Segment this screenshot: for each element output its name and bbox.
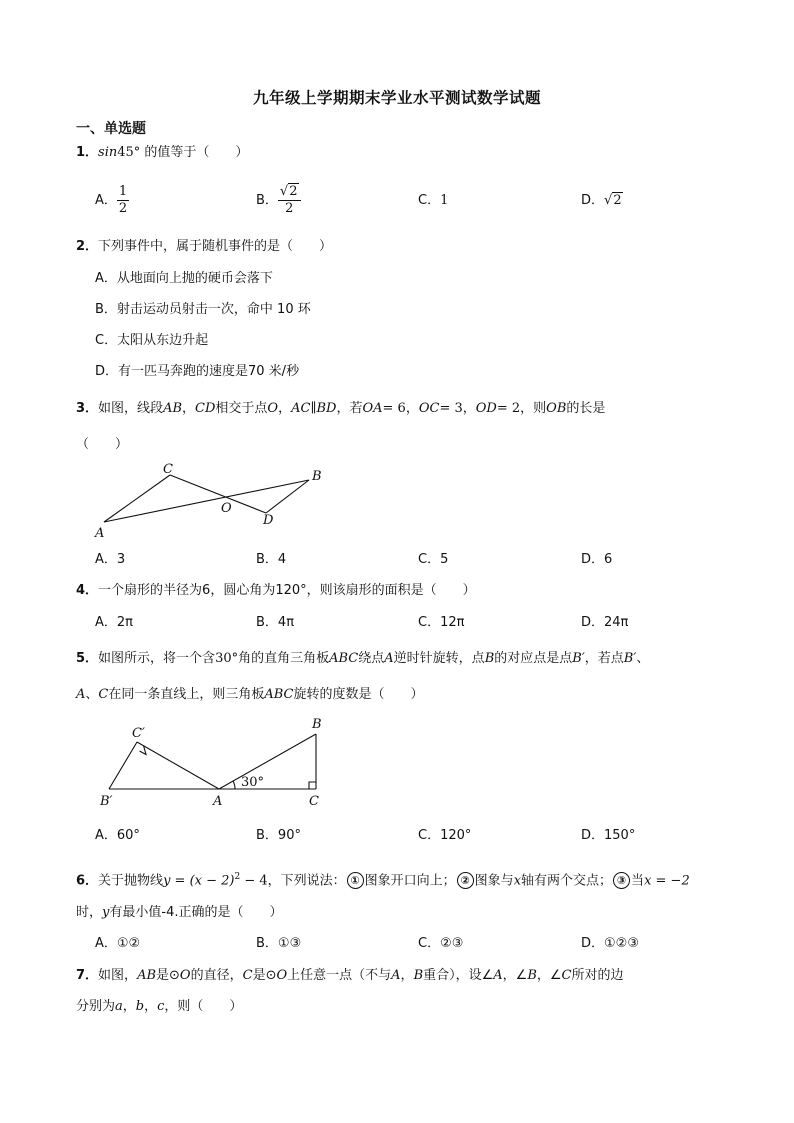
text: 分别为 [76,999,116,1014]
fraction [278,184,301,217]
math: O [179,968,191,983]
text: 重合），设∠ [423,968,494,983]
question-text: 一个扇形的半径为6，圆心角为120°，则该扇形的面积是（ ） [98,583,476,598]
question-number: 1． [76,145,99,160]
text: 绕点 [358,651,385,666]
text: 的长是 [566,401,606,416]
text: 旋转的度数是（ ） [293,687,424,702]
segment-bp-cp [109,742,137,789]
label-b: B [312,469,322,484]
q3-option-a: A．3 [95,552,126,567]
section-heading: 一、单选题 [76,121,146,137]
angle-value: 45° [117,145,141,160]
text: ，∠ [536,968,562,983]
label-a: A [95,526,105,538]
question-number: 3． [76,401,99,416]
math: AB [137,968,157,983]
text: 的对应点是点 [494,651,573,666]
text: 所对的边 [571,968,624,983]
math: AC [291,401,311,416]
label-b-prime: B′ [100,794,113,809]
math: ABC [264,687,294,702]
q5-option-d: D．150° [581,828,636,843]
option-label: A． [95,193,117,208]
math: B [413,968,424,983]
math: = 2 [496,401,521,416]
text: ， [122,999,136,1014]
q2-option-a: A．从地面向上抛的硬币会落下 [95,271,273,286]
text: 是⊙ [252,968,277,983]
q1-option-c [418,192,448,210]
question-number: 5． [76,651,99,666]
option-label: D． [581,193,605,208]
math: B′ [572,651,585,666]
text: ， [278,401,292,416]
math: BD [316,401,337,416]
question-7-line-2 [76,998,242,1016]
label-c: C [309,794,319,809]
text: ， [405,401,419,416]
q3-option-b: B．4 [256,552,287,567]
q6-option-a: A．①② [95,936,141,951]
text: 在同一条直线上，则三角板 [108,687,265,702]
label-d: D [263,513,274,528]
numerator: √2 [278,184,301,201]
q6-option-d: D．①②③ [581,936,639,951]
text: ，∠ [502,968,528,983]
math: − 4 [240,873,268,889]
option-label: C． [418,193,441,208]
radicand: 2 [289,184,298,199]
math: OD [475,401,497,416]
angle-label: 30° [241,775,265,790]
math: OC [418,401,440,416]
math: C [242,968,253,983]
text: ，下列说法： [267,873,346,889]
question-6 [76,868,690,890]
fraction [117,184,129,217]
q5-option-c: C．120° [418,828,472,843]
text: 逆时针旋转，点 [393,651,485,666]
q3-option-d: D．6 [581,552,613,567]
question-number: 6． [76,873,99,889]
math: O [276,968,288,983]
right-angle-mark-c [309,782,316,789]
radicand: 2 [613,193,622,208]
circled-number: ③ [613,872,630,889]
text: 上任意一点（不与 [287,968,392,983]
question-4 [76,582,476,600]
math: = 6 [382,401,406,416]
math: B [527,968,537,983]
math: OB [546,401,567,416]
q1-option-a [95,184,129,217]
math: A [493,968,503,983]
question-6-line-2 [76,904,282,922]
option-value: 1 [440,193,449,208]
math: CD [195,401,216,416]
q2-option-b: B．射击运动员射击一次，命中 10 环 [95,302,311,317]
label-a: A [213,794,223,809]
math: A [391,968,401,983]
numerator: 1 [118,184,128,199]
q4-option-d: D．24π [581,615,629,630]
question-number: 7． [76,968,99,983]
segment-cp-a [137,742,219,789]
text: 图象开口向上； [364,873,456,889]
question-text: 下列事件中，属于随机事件的是（ ） [98,239,333,254]
math: O [267,401,279,416]
option-label: B． [256,193,278,208]
math: B′ [623,651,637,666]
math: 30° [215,651,239,666]
q5-option-a: A．60° [95,828,140,843]
q2-option-d: D．有一匹马奔跑的速度是70 米/秒 [95,364,300,379]
math: C [561,968,572,983]
circled-number: ① [347,872,364,889]
segment-ab [219,734,316,789]
math: C [98,687,109,702]
text: ，则 [520,401,547,416]
q4-option-b: B．4π [256,615,295,630]
text: ， [182,401,196,416]
math: A [384,651,394,666]
question-5 [76,650,649,668]
exponent: 2 [234,872,241,882]
text: ，若点 [584,651,624,666]
math: AB [163,401,183,416]
math: x [513,873,522,889]
q3-figure [90,458,340,538]
text: 角的直角三角板 [238,651,330,666]
question-text: 的值等于（ ） [140,145,249,160]
math: b [135,999,145,1014]
q4-option-c: C．12π [418,615,465,630]
q3-answer-paren: （ ） [76,437,129,452]
text: 图象与 [474,873,514,889]
math: c [157,999,165,1014]
q4-option-a: A．2π [95,615,133,630]
text: 有最小值-4.正确的是（ ） [109,905,283,920]
text: 相交于点 [215,401,268,416]
denominator: 2 [118,201,128,216]
denominator: 2 [285,201,294,216]
question-7 [76,967,624,985]
text: ， [144,999,158,1014]
math: x = −2 [644,873,690,889]
q5-option-b: B．90° [256,828,301,843]
question-number: 4． [76,583,99,598]
text: 当 [631,873,645,889]
text: 的直径， [190,968,243,983]
text: 轴有两个交点； [521,873,613,889]
text: 、 [85,687,99,702]
label-c-prime: C′ [132,726,145,741]
text: 、 [636,651,650,666]
text: 关于抛物线 [98,873,164,889]
math: B [484,651,495,666]
text: 时， [76,905,103,920]
label-c: C [163,462,173,477]
question-2 [76,238,332,256]
math: = 3 [439,401,463,416]
question-number: 2． [76,239,99,254]
q6-option-c: C．②③ [418,936,464,951]
text: 如图，线段 [98,401,164,416]
q2-option-c: C．太阳从东边升起 [95,333,209,348]
label-b: B [312,717,322,732]
parallel-sign: ∥ [310,401,317,416]
q1-option-b [256,184,301,217]
math: a [115,999,123,1014]
math: y [102,905,110,920]
q3-option-c: C．5 [418,552,449,567]
question-3 [76,400,605,418]
circled-number: ② [457,872,474,889]
text: 如图， [98,968,138,983]
text: 是⊙ [156,968,180,983]
question-1 [76,144,248,162]
segment-ab [104,480,309,522]
text: ， [462,401,476,416]
text: ，则（ ） [164,999,243,1014]
q5-figure [95,712,345,812]
math: ABC [329,651,359,666]
text: ，若 [336,401,363,416]
label-o: O [221,501,232,516]
sin-function: sin [98,145,118,160]
math: A [76,687,86,702]
text: 如图所示，将一个含 [98,651,216,666]
q1-option-d [581,192,623,210]
angle-arc-30 [233,781,235,789]
text: ， [400,968,414,983]
q6-option-b: B．①③ [256,936,302,951]
page-title: 九年级上学期期末学业水平测试数学试题 [252,89,541,107]
math: OA [362,401,383,416]
segment-cd [170,475,266,513]
parabola-equation: y = (x − 2) [163,873,235,889]
question-5-line-2 [76,686,424,704]
sqrt: √2 [604,193,622,208]
